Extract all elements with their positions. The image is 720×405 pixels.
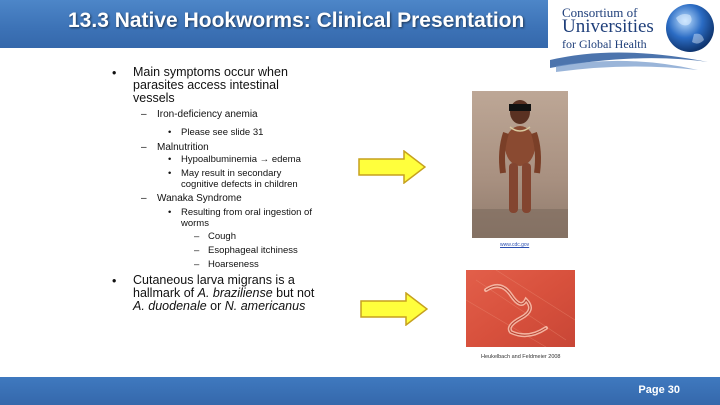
bullet-marker: • (168, 207, 172, 218)
species-a-duodenale: A. duodenale (133, 299, 207, 313)
logo-text-consortium: Consortium of (562, 5, 638, 20)
dash-marker: – (194, 259, 200, 270)
right-arrow-icon (360, 292, 428, 326)
logo-text-universities: Universities (562, 16, 654, 37)
logo-text-global-health: for Global Health (562, 37, 647, 51)
dash-marker: – (194, 231, 200, 242)
consortium-logo (548, 0, 720, 78)
page-number: Page 30 (638, 384, 680, 396)
dash-marker: – (141, 142, 147, 153)
child-edema-photo (472, 91, 568, 238)
bullet-main-symptoms-line3: vessels (133, 91, 175, 105)
sub-malnutrition: Malnutrition (157, 142, 209, 153)
symptom-cough: Cough (208, 231, 236, 242)
subsub-see-slide-31: Please see slide 31 (181, 127, 264, 138)
bullet-main-symptoms-line1: Main symptoms occur when (133, 65, 288, 79)
dash-marker: – (194, 245, 200, 256)
bullet-larva-migrans-line3 (133, 300, 305, 313)
photo-caption-cdc[interactable]: www.cdc.gov (500, 242, 530, 248)
species-n-americanus: N. americanus (224, 299, 306, 313)
text-hallmark-of: hallmark of (133, 286, 198, 300)
bullet-main-symptoms-line2: parasites access intestinal (133, 78, 279, 92)
symptom-esophageal-itchiness: Esophageal itchiness (208, 245, 298, 256)
footer-bar (0, 377, 720, 405)
slide-title: 13.3 Native Hookworms: Clinical Presentation (68, 9, 525, 32)
title-bar (0, 0, 548, 48)
bullet-marker: • (168, 127, 172, 138)
bullet-marker: • (168, 168, 172, 179)
bullet-larva-migrans-line1: Cutaneous larva migrans is a (133, 273, 295, 287)
bullet-marker: • (168, 154, 172, 165)
dash-marker: – (141, 193, 147, 204)
sub-iron-deficiency: Iron-deficiency anemia (157, 109, 258, 120)
symptom-hoarseness: Hoarseness (208, 259, 259, 270)
photo-caption-heukelbach: Heukelbach and Feldmeier 2008 (481, 354, 561, 360)
species-a-braziliense: A. braziliense (197, 286, 273, 300)
subsub-oral-ingestion-line2: worms (181, 218, 209, 229)
right-arrow-icon (358, 150, 426, 184)
bullet-marker: • (112, 66, 117, 80)
larva-migrans-skin-photo (466, 270, 575, 347)
text-but-not: but not (272, 286, 315, 300)
subsub-may-result-line2: cognitive defects in children (181, 179, 298, 190)
dash-marker: – (141, 109, 147, 120)
text-or: or (206, 299, 225, 313)
sub-wanaka-syndrome: Wanaka Syndrome (157, 193, 242, 204)
subsub-hypoalbuminemia: Hypoalbuminemia → edema (181, 154, 301, 165)
subsub-oral-ingestion-line1: Resulting from oral ingestion of (181, 207, 312, 218)
subsub-may-result-line1: May result in secondary (181, 168, 282, 179)
bullet-marker: • (112, 274, 117, 288)
